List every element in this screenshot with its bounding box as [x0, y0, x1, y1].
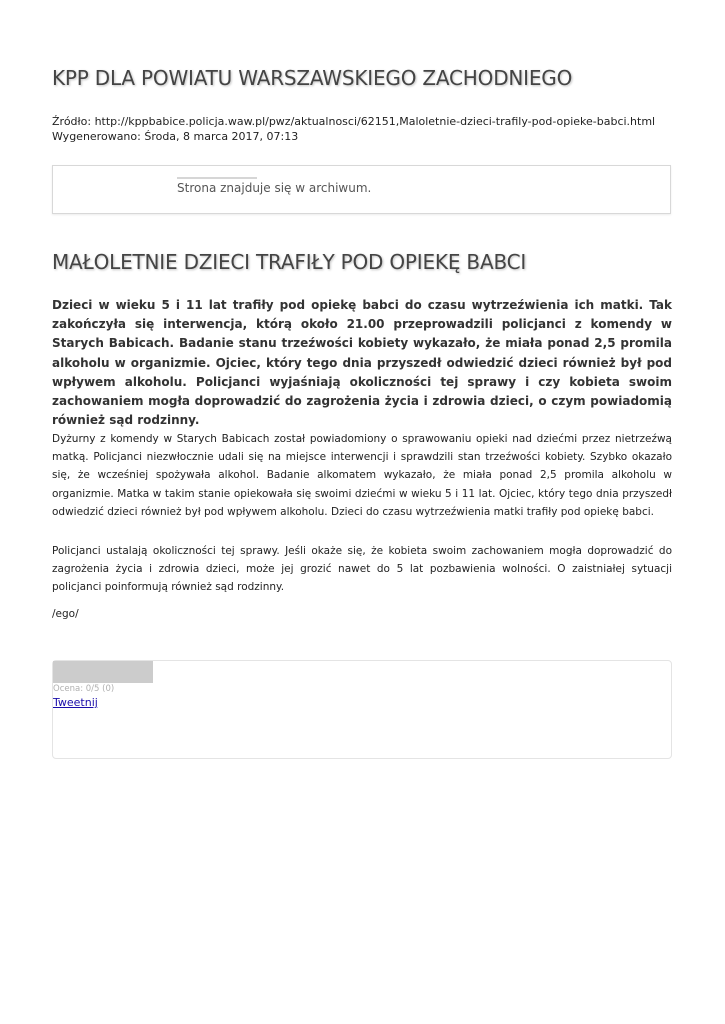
article-paragraph: Dyżurny z komendy w Starych Babicach został powiadomiony o sprawowaniu opieki nad dziećmi przez nietrzeźwą matką. Policjanci niezwłocznie udali się na miejsce interwencji i sprawdzili stan trzeźwości kobiety. Szybko okazało się, że wcześniej spożywała alkohol. Badanie alkomatem wykazało, że miała ponad 2,5 promila alkoholu w organizmie. Matka w takim stanie opiekowała się swoimi dziećmi w wieku 5 i 11 lat. Ojciec, który tego dnia przyszedł odwiedzić dzieci również był pod wpływem alkoholu. Dzieci do czasu wytrzeźwienia matki trafiły pod opiekę babci. [52, 433, 672, 518]
archive-divider [177, 177, 257, 179]
article-title: MAŁOLETNIE DZIECI TRAFIŁY POD OPIEKĘ BABCI [52, 250, 527, 274]
rating-stars-bar[interactable] [53, 661, 153, 683]
rating-text: Ocena: 0/5 (0) [53, 684, 115, 694]
article-lead: Dzieci w wieku 5 i 11 lat trafiły pod opiekę babci do czasu wytrzeźwienia ich matki. Tak zakończyła się interwencja, którą około 21.00 przeprowadzili policjanci z komendy w Starych Babicach. Badanie stanu trzeźwości kobiety wykazało, że miała ponad 2,5 promila alkoholu w organizmie. Ojciec, który tego dnia przyszedł odwiedzić dzieci również był pod wpływem alkoholu. Policjanci wyjaśniają okoliczności tej sprawy i czy kobieta swoim zachowaniem mogła doprowadzić do zagrożenia życia i zdrowia dzieci, o czym powiadomią również sąd rodzinny. [52, 298, 672, 428]
source-meta [52, 114, 655, 144]
tweet-link[interactable]: Tweetnij [53, 696, 98, 709]
generated-date: Wygenerowano: Środa, 8 marca 2017, 07:13 [52, 130, 299, 143]
archive-notice-box [52, 165, 671, 214]
source-url: Źródło: http://kppbabice.policja.waw.pl/pwz/aktualnosci/62151,Maloletnie-dzieci-trafily-pod-opieke-babci.html [52, 115, 656, 128]
article-signature: /ego/ [52, 608, 79, 620]
archive-notice-text: Strona znajduje się w archiwum. [177, 181, 372, 195]
site-title: KPP DLA POWIATU WARSZAWSKIEGO ZACHODNIEGO [52, 66, 573, 90]
rating-box [52, 660, 672, 759]
article-paragraph: Policjanci ustalają okoliczności tej sprawy. Jeśli okaże się, że kobieta swoim zachowaniem mogła doprowadzić do zagrożenia życia i zdrowia dzieci, może jej grozić nawet do 5 lat pozbawienia wolności. O zaistniałej sytuacji policjanci poinformują również sąd rodzinny. [52, 545, 672, 594]
